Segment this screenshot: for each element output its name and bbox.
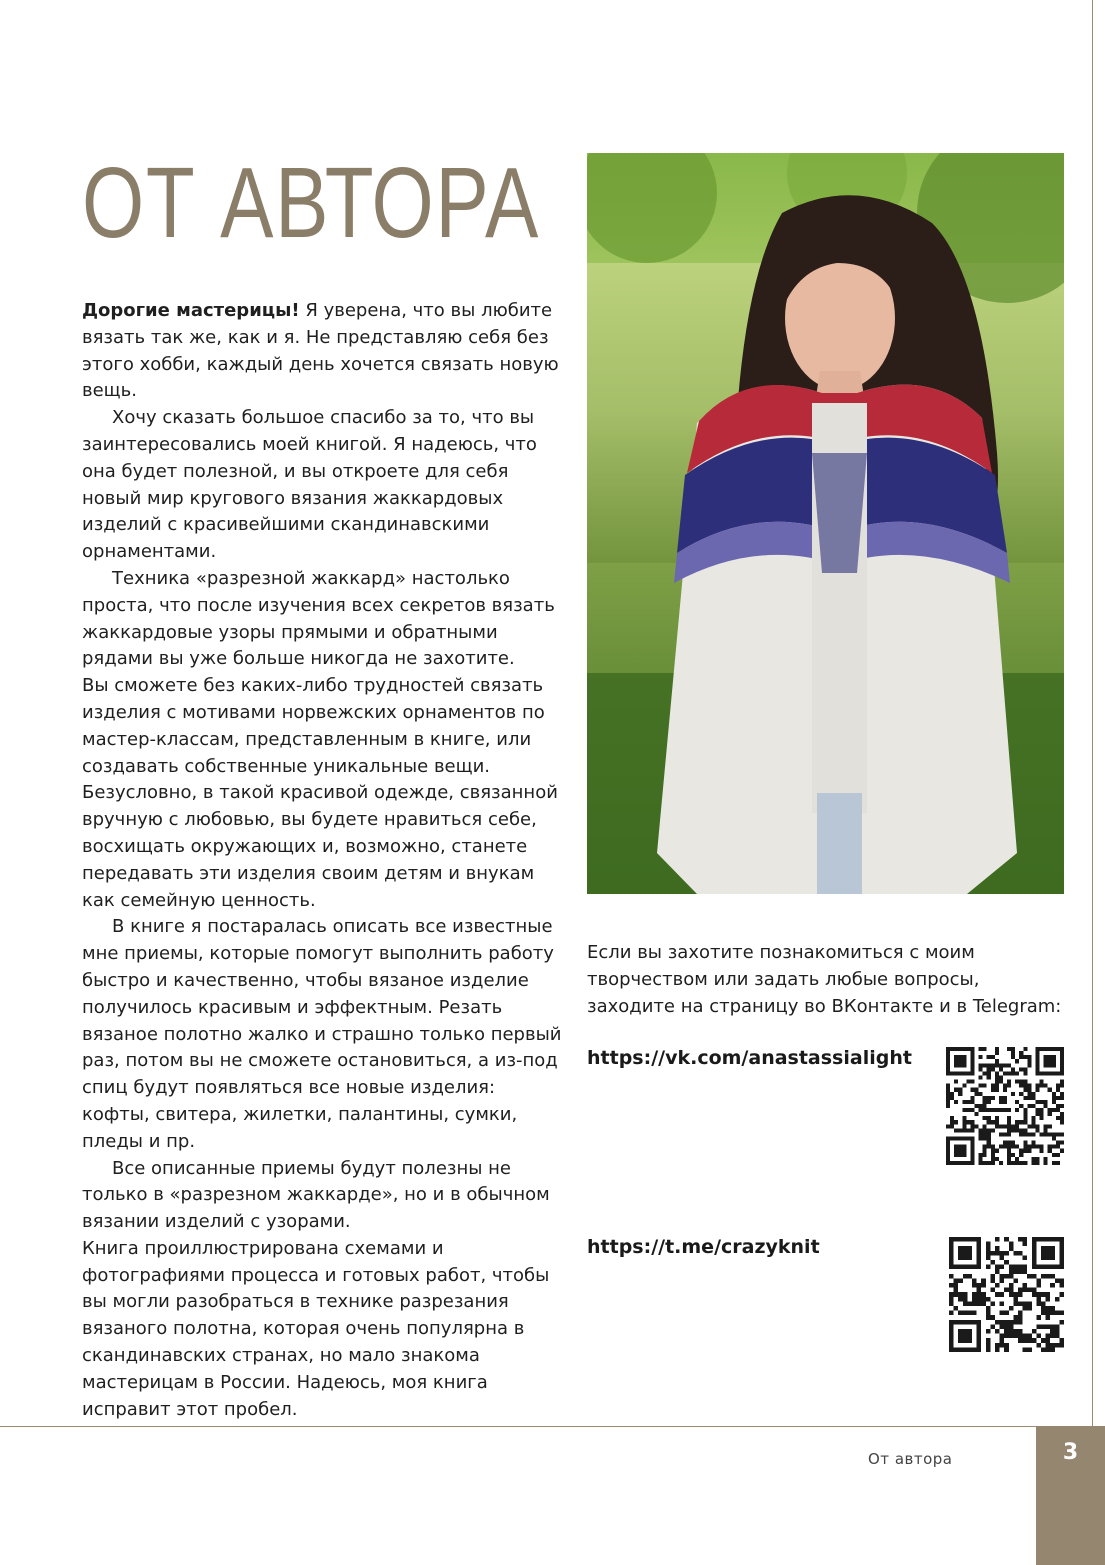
paragraph-illustrations: Книга проиллюстрирована схемами и фотографиями процесса и готовых работ, чтобы вы могли разобраться в технике разрезания вязаного полотна, которая очень популярна в скандинавских странах, но мало знакома мастерицам в России. Надеюсь, моя книга исправит этот пробел. (82, 1237, 550, 1420)
page-number: 3 (1062, 1440, 1079, 1465)
page-title: ОТ АВТОРА (82, 147, 540, 259)
vk-link[interactable]: https://vk.com/anastassialight (587, 1047, 912, 1069)
greeting: Дорогие мастерицы! (82, 300, 300, 321)
footer-rule (0, 1426, 1036, 1427)
contact-text: Если вы захотите познакомиться с моим творчеством или задать любые вопросы, заходите на страницу во ВКонтакте и в Telegram: (587, 942, 1062, 1017)
side-rule (1092, 0, 1093, 1426)
vk-qr-code (946, 1047, 1064, 1165)
paragraph-methods: В книге я постаралась описать все известные мне приемы, которые помогут выполнить работу быстро и качественно, чтобы вязаное изделие получилось красивым и эффектным. Резать вязаное полотно жалко и страшно только первый раз, потом вы не сможете остановиться, а из-под спиц будут появляться все новые изделия: кофты, свитера, жилетки, палантины, сумки, пледы и пр. (82, 916, 562, 1152)
paragraph-intro (82, 298, 562, 405)
greeting-rest: Я уверена, что вы любите вязать так же, как и я. Не представляю себя без этого хобби, каждый день хочется связать новую вещь. (82, 300, 559, 402)
author-photo-illustration (587, 153, 1064, 894)
footer-section-label: От автора (868, 1450, 953, 1468)
author-photo (587, 153, 1064, 894)
paragraph-possibilities: Вы сможете без каких-либо трудностей связать изделия с мотивами норвежских орнаментов по мастер-классам, представленным в книге, или создавать собственные уникальные вещи. Безусловно, в такой красивой одежде, связанной вручную с любовью, вы будете нравиться себе, восхищать окружающих и, возможно, станете передавать эти изделия своим детям и внукам как семейную ценность. (82, 675, 558, 911)
paragraph-thanks: Хочу сказать большое спасибо за то, что вы заинтересовались моей книгой. Я надеюсь, что она будет полезной, и вы откроете для себя новый мир кругового вязания жаккардовых изделий с красивейшими скандинавскими орнаментами. (82, 407, 537, 563)
paragraph-technique: Техника «разрезной жаккард» настолько проста, что после изучения всех секретов вязать жаккардовые узоры прямыми и обратными рядами вы уже больше никогда не захотите. (82, 567, 555, 670)
telegram-link[interactable]: https://t.me/crazyknit (587, 1236, 820, 1258)
intro-body (82, 298, 562, 1423)
telegram-qr-code (949, 1237, 1064, 1352)
paragraph-usefulness: Все описанные приемы будут полезны не только в «разрезном жаккарде», но и в обычном вязании изделий с узорами. (82, 1157, 550, 1233)
